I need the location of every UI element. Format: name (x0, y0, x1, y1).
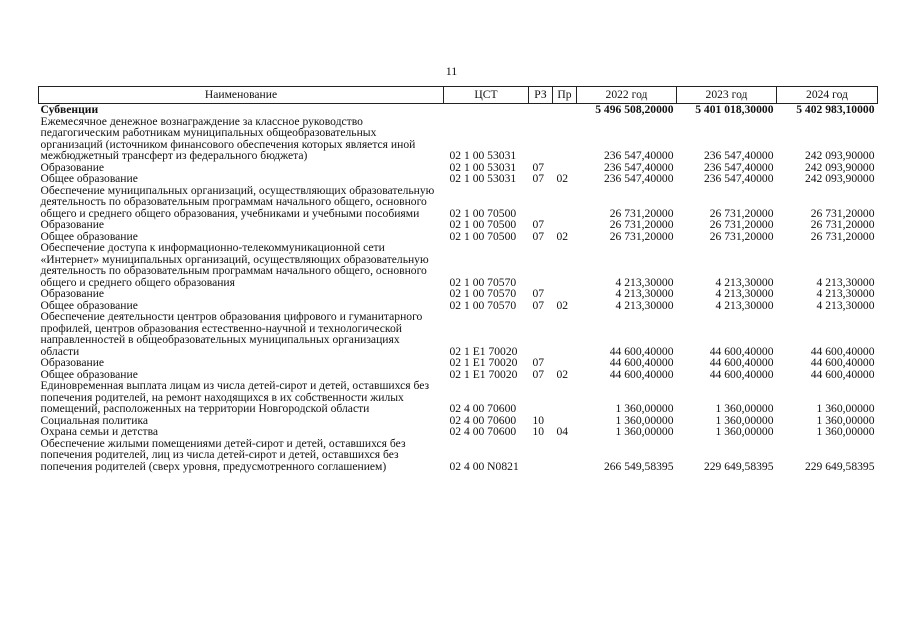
header-row (39, 87, 878, 104)
cell-rz (529, 438, 553, 473)
table-row (39, 116, 878, 162)
cell-2024: 242 093,90000 (804, 160, 875, 174)
cell-cst: 02 1 00 70570 (449, 275, 517, 289)
header-2022: 2022 год (577, 87, 677, 104)
table-row (39, 104, 878, 116)
cell-2024: 242 093,90000 (804, 172, 875, 185)
cell-cst: 02 1 00 70500 (449, 218, 517, 231)
budget-table (38, 86, 878, 472)
cell-2024: 229 649,58395 (804, 459, 875, 473)
page-number: 11 (445, 64, 458, 78)
cell-2023: 4 213,30000 (715, 275, 774, 289)
cell-rz: 07 (532, 172, 545, 185)
cell-2024: 242 093,90000 (804, 149, 875, 162)
cell-rz: 07 (532, 298, 545, 312)
cell-2024: 4 213,30000 (816, 275, 875, 289)
header-2023: 2023 год (677, 87, 777, 104)
cell-2022: 236 547,40000 (603, 149, 674, 162)
cell-cst: 02 1 00 70500 (449, 206, 517, 220)
cell-pr (553, 116, 577, 162)
cell-cst: 02 1 00 53031 (449, 149, 517, 162)
cell-cst: 02 4 00 N0821 (449, 459, 519, 473)
table-row (39, 311, 878, 357)
cell-pr: 04 (556, 425, 569, 438)
cell-name: Обеспечение деятельности центров образования цифрового и гуманитарного профилей, центров образования естественно-научной и технологической направленностей в общеобразовательных муниципальных организациях области (40, 310, 423, 358)
cell-2022: 4 213,30000 (615, 275, 674, 289)
cell-rz: 10 (532, 413, 545, 427)
cell-2022: 4 213,30000 (615, 287, 674, 300)
cell-2022: 236 547,40000 (603, 160, 674, 174)
cell-rz (529, 242, 553, 288)
cell-name: Субвенции (40, 103, 99, 116)
cell-2023: 5 401 018,30000 (695, 103, 774, 116)
cell-name: Социальная политика (40, 413, 149, 427)
cell-2023: 26 731,20000 (709, 229, 774, 243)
cell-2023: 4 213,30000 (715, 298, 774, 312)
cell-pr (553, 311, 577, 357)
cell-2024: 4 213,30000 (816, 298, 875, 312)
cell-2022: 1 360,00000 (615, 413, 674, 427)
cell-2024: 26 731,20000 (810, 229, 875, 243)
cell-pr: 02 (556, 229, 569, 243)
cell-2024: 44 600,40000 (810, 344, 875, 358)
table-row (39, 219, 878, 231)
cell-pr (553, 380, 577, 415)
cell-2023: 236 547,40000 (703, 160, 774, 174)
cell-2023: 1 360,00000 (715, 402, 774, 415)
cell-rz: 07 (532, 367, 545, 381)
cell-2023: 26 731,20000 (709, 206, 774, 220)
cell-2023: 236 547,40000 (703, 149, 774, 162)
cell-pr (553, 288, 577, 300)
cell-cst: 02 1 00 70500 (449, 229, 517, 243)
cell-2022: 1 360,00000 (615, 402, 674, 415)
cell-2022: 26 731,20000 (609, 229, 674, 243)
header-name: Наименование (39, 87, 444, 104)
cell-name: Обеспечение жилыми помещениями детей-сирот и детей, оставшихся без попечения родителей, лиц из числа детей-сирот и детей, оставшихся без попечения родителей (сверх уровня, предусмотренного соглашением) (40, 436, 406, 473)
cell-2022: 26 731,20000 (609, 218, 674, 231)
cell-2022: 236 547,40000 (603, 172, 674, 185)
cell-name: Образование (40, 287, 105, 300)
cell-2024: 1 360,00000 (816, 425, 875, 438)
cell-2024: 1 360,00000 (816, 402, 875, 415)
cell-2023: 44 600,40000 (709, 367, 774, 381)
cell-rz (529, 185, 553, 220)
cell-cst: 02 1 00 70570 (449, 298, 517, 312)
table-row (39, 438, 878, 473)
cell-rz: 07 (532, 356, 545, 369)
cell-pr (553, 242, 577, 288)
table-row (39, 242, 878, 288)
cell-rz: 07 (532, 218, 545, 231)
cell-pr (553, 219, 577, 231)
cell-2023: 4 213,30000 (715, 287, 774, 300)
cell-cst: 02 1 E1 70020 (449, 356, 518, 369)
cell-rz: 07 (532, 160, 545, 174)
cell-pr: 02 (556, 367, 569, 381)
cell-2024: 5 402 983,10000 (796, 103, 875, 116)
cell-pr: 02 (556, 172, 569, 185)
cell-rz (529, 311, 553, 357)
cell-rz (529, 380, 553, 415)
table-row (39, 426, 878, 438)
cell-2022: 4 213,30000 (615, 298, 674, 312)
cell-cst: 02 1 00 70570 (449, 287, 517, 300)
cell-name: Обеспечение доступа к информационно-телекоммуникационной сети «Интернет» муниципальных организаций, осуществляющих образовательную деятельность по образовательным программам начального общего, основного общего и среднего общего образования (40, 241, 429, 289)
cell-cst: 02 1 E1 70020 (449, 344, 518, 358)
cell-2022: 5 496 508,20000 (595, 103, 674, 116)
cell-rz: 07 (532, 229, 545, 243)
cell-2023: 229 649,58395 (703, 459, 774, 473)
cell-cst (444, 104, 529, 116)
cell-2022: 44 600,40000 (609, 356, 674, 369)
cell-pr: 02 (556, 298, 569, 312)
cell-2022: 1 360,00000 (615, 425, 674, 438)
cell-name: Общее образование (40, 298, 138, 312)
cell-pr (553, 104, 577, 116)
table-row (39, 357, 878, 369)
cell-name: Общее образование (40, 172, 138, 185)
table-row (39, 380, 878, 415)
cell-2024: 26 731,20000 (810, 218, 875, 231)
cell-2023: 1 360,00000 (715, 425, 774, 438)
cell-pr (553, 438, 577, 473)
cell-2023: 26 731,20000 (709, 218, 774, 231)
table-row (39, 173, 878, 185)
cell-rz: 10 (532, 425, 545, 438)
table-body (39, 104, 878, 473)
cell-2024: 44 600,40000 (810, 356, 875, 369)
cell-pr (553, 357, 577, 369)
cell-cst: 02 4 00 70600 (449, 402, 517, 415)
cell-name: Ежемесячное денежное вознаграждение за классное руководство педагогическим работникам муниципальных общеобразовательных организаций (источником финансового обеспечения которых является иной межбюджетный трансферт из федерального бюджета) (40, 114, 416, 162)
cell-name: Обеспечение муниципальных организаций, осуществляющих образовательную деятельность по образовательным программам начального общего, основного общего и среднего общего образования, учебниками и учебными пособиями (40, 183, 435, 220)
cell-2022: 44 600,40000 (609, 344, 674, 358)
cell-2023: 236 547,40000 (703, 172, 774, 185)
cell-2024: 1 360,00000 (816, 413, 875, 427)
cell-2024: 4 213,30000 (816, 287, 875, 300)
cell-2023: 1 360,00000 (715, 413, 774, 427)
header-rz: РЗ (529, 87, 553, 104)
cell-name: Общее образование (40, 229, 138, 243)
cell-2022: 44 600,40000 (609, 367, 674, 381)
cell-2022: 266 549,58395 (603, 459, 674, 473)
cell-cst: 02 1 E1 70020 (449, 367, 518, 381)
header-cst: ЦСТ (444, 87, 529, 104)
cell-2023: 44 600,40000 (709, 344, 774, 358)
cell-2023: 44 600,40000 (709, 356, 774, 369)
cell-2022: 26 731,20000 (609, 206, 674, 220)
cell-2024: 44 600,40000 (810, 367, 875, 381)
cell-rz: 07 (532, 287, 545, 300)
header-2024: 2024 год (777, 87, 878, 104)
cell-rz (529, 116, 553, 162)
cell-pr (553, 185, 577, 220)
cell-name: Образование (40, 160, 105, 174)
cell-cst: 02 1 00 53031 (449, 172, 517, 185)
header-pr: Пр (553, 87, 577, 104)
cell-name: Образование (40, 356, 105, 369)
cell-cst: 02 1 00 53031 (449, 160, 517, 174)
table-row (39, 185, 878, 220)
table-row (39, 288, 878, 300)
cell-name: Общее образование (40, 367, 138, 381)
cell-2024: 26 731,20000 (810, 206, 875, 220)
cell-name: Охрана семьи и детства (40, 425, 159, 438)
cell-cst: 02 4 00 70600 (449, 413, 517, 427)
cell-name: Образование (40, 218, 105, 231)
cell-name: Единовременная выплата лицам из числа детей-сирот и детей, оставшихся без попечения родителей, на ремонт находящихся в их собственности жилых помещений, расположенных на территории Новгородской области (40, 379, 430, 415)
cell-cst: 02 4 00 70600 (449, 425, 517, 438)
cell-rz (529, 104, 553, 116)
